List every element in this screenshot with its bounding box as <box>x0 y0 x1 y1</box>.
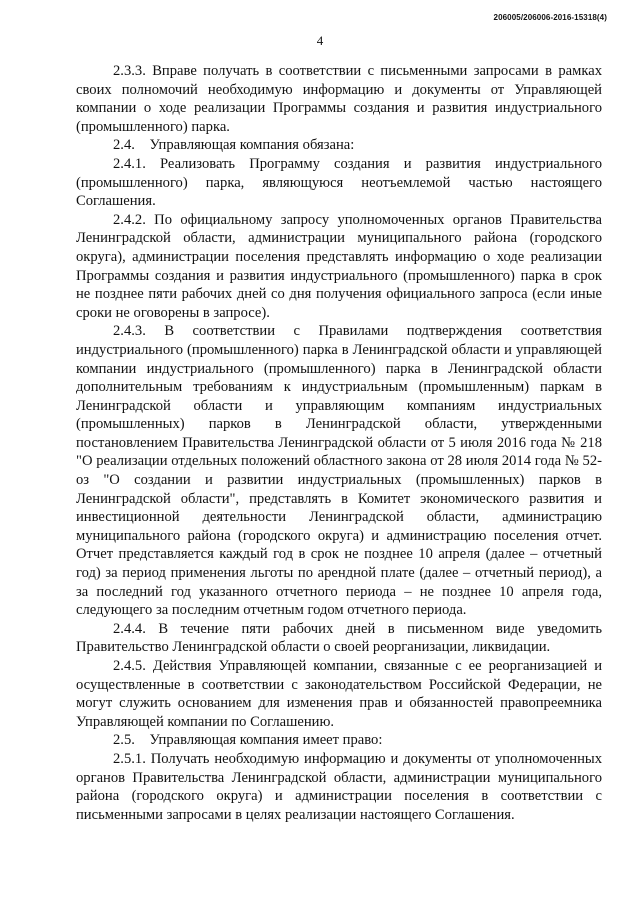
paragraph-2-4-1: 2.4.1. Реализовать Программу создания и развития индустриального (промышленного) парка, являющуюся неотъемлемой частью настоящего Соглашения. <box>76 155 602 210</box>
paragraph-2-4-4: 2.4.4. В течение пяти рабочих дней в письменном виде уведомить Правительство Ленинградской области о своей реорганизации, ликвидации. <box>76 620 602 656</box>
paragraph-2-4-5: 2.4.5. Действия Управляющей компании, связанные с ее реорганизацией и осуществленные в соответствии с законодательством Российской Федерации, не могут служить основанием для изменения прав и обязанностей правопреемника Управляющей компании по Соглашению. <box>76 658 602 730</box>
document-code: 206005/206006-2016-15318(4) <box>493 13 607 22</box>
paragraph-2-4-3: 2.4.3. В соответствии с Правилами подтверждения соответствия индустриального (промышленного) парка в Ленинградской области и управляющей компании индустриального (промышленного) парка в Ленинградской области дополнительным требованиям к индустриальным (промышленным) паркам в Ленинградской области и управляющим компаниям индустриальных (промышленных) парков в Ленинградской области, утвержденными постановлением Правительства Ленинградской области от 5 июля 2016 года № 218 "О реализации отдельных положений областного закона от 28 июля 2014 года № 52-оз "О создании и развитии индустриальных (промышленных) парков в Ленинградской области", представлять в Комитет экономического развития и инвестиционной деятельности Ленинградской области, администрацию муниципального района (городского округа) и администрацию поселения отчет. Отчет представляется каждый год в срок не позднее 10 апреля (далее – отчетный год) за период применения льготы по арендной плате (далее – отчетный период), а за последний год указанного отчетного периода – не позднее 10 апреля года, следующего за последним отчетным годом отчетного периода. <box>76 323 602 619</box>
page-number: 4 <box>316 33 324 48</box>
paragraph-2-5: 2.5. Управляющая компания имеет право: <box>113 732 383 749</box>
document-body <box>76 62 602 824</box>
paragraph-2-3-3: 2.3.3. Вправе получать в соответствии с письменными запросами в рамках своих полномочий необходимую информацию и документы от Управляющей компании о ходе реализации Программы создания и развития индустриального (промышленного) парка. <box>76 63 602 135</box>
paragraph-2-4: 2.4. Управляющая компания обязана: <box>113 137 355 154</box>
paragraph-2-5-1: 2.5.1. Получать необходимую информацию и документы от уполномоченных органов Правительства Ленинградской области, администрации муниципального района (городского округа) и администрации поселения в соответствии с письменными запросами в целях реализации настоящего Соглашения. <box>76 750 602 823</box>
paragraph-2-4-2: 2.4.2. По официальному запросу уполномоченных органов Правительства Ленинградской области, администрации муниципального района (городского округа), администрации поселения представлять информацию о ходе реализации Программы создания и развития индустриального (промышленного) парка в срок не позднее пяти рабочих дней со дня получения официального запроса (если иные сроки не оговорены в запросе). <box>76 211 602 321</box>
